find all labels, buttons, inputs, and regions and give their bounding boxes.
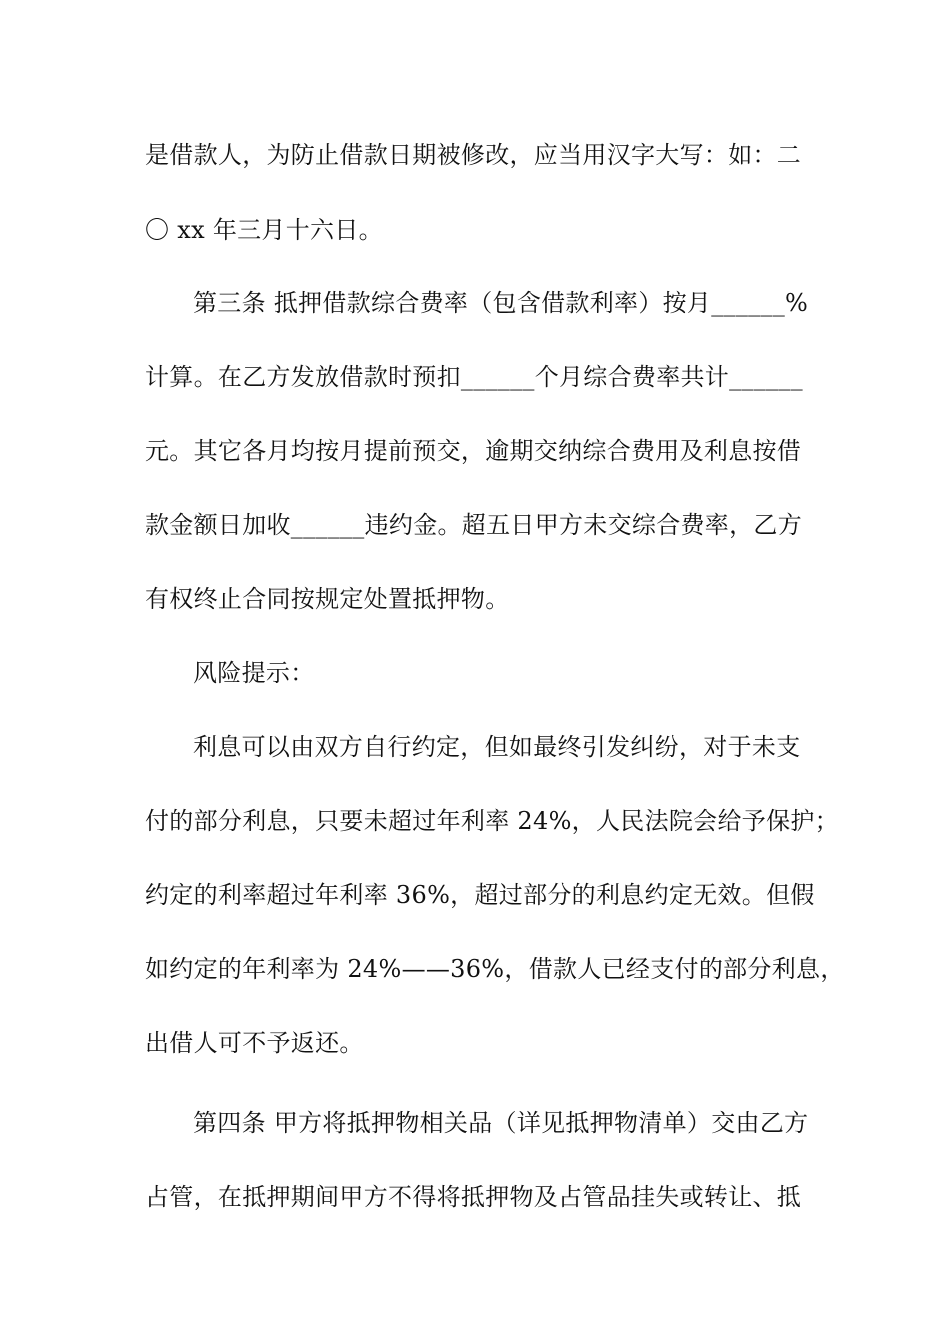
text-line: 利息可以由双方自行约定，但如最终引发纠纷，对于未支 [193,733,801,761]
text-line: 如约定的年利率为 24%——36%，借款人已经支付的部分利息， [145,955,845,983]
text-line: 款金额日加收______违约金。超五日甲方未交综合费率，乙方 [145,511,802,539]
text-line: 占管，在抵押期间甲方不得将抵押物及占管品挂失或转让、抵 [145,1183,802,1211]
article-4-heading-line: 第四条 甲方将抵押物相关品（详见抵押物清单）交由乙方 [193,1109,809,1137]
text-line: 出借人可不予返还。 [145,1029,364,1057]
text-line: 是借款人，为防止借款日期被修改，应当用汉字大写：如：二 [145,141,802,169]
risk-notice-heading: 风险提示： [193,659,315,687]
article-3-heading-line: 第三条 抵押借款综合费率（包含借款利率）按月______% [193,289,809,317]
text-line: 有权终止合同按规定处置抵押物。 [145,585,510,613]
text-line: 〇 xx 年三月十六日。 [145,216,383,244]
text-line: 元。其它各月均按月提前预交，逾期交纳综合费用及利息按借 [145,437,802,465]
text-line: 约定的利率超过年利率 36%，超过部分的利息约定无效。但假 [145,881,815,909]
text-line: 计算。在乙方发放借款时预扣______个月综合费率共计______ [145,363,803,391]
text-line: 付的部分利息，只要未超过年利率 24%，人民法院会给予保护； [145,807,839,835]
